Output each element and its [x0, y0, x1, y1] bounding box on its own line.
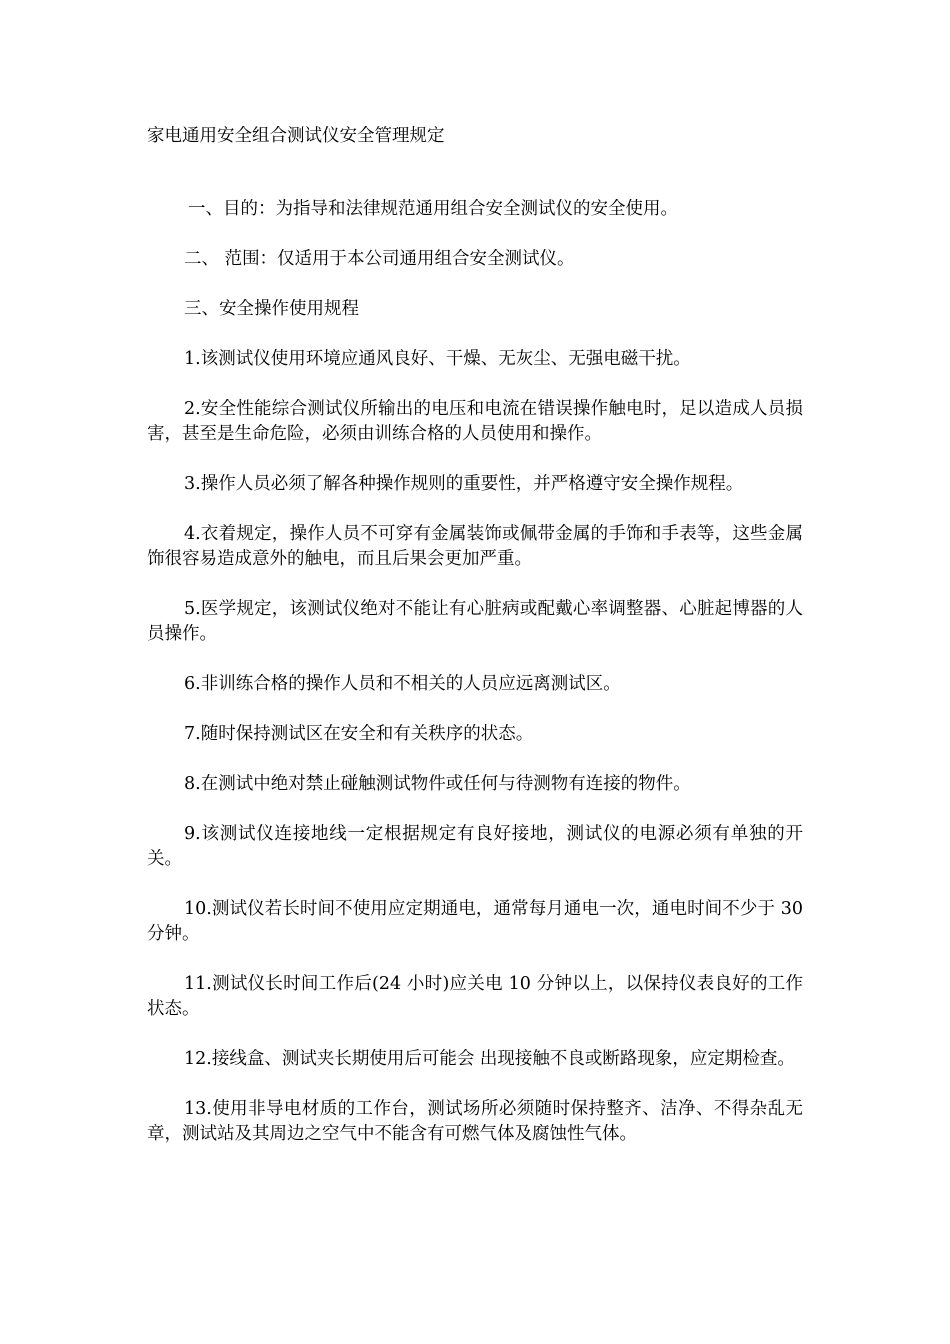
paragraph-rule-7: 7.随时保持测试区在安全和有关秩序的状态。	[184, 724, 534, 744]
paragraph-scope: 二、 范围：仅适用于本公司通用组合安全测试仪。	[184, 249, 575, 269]
paragraph-rule-6: 6.非训练合格的操作人员和不相关的人员应远离测试区。	[184, 674, 621, 694]
paragraph-rule-3: 3.操作人员必须了解各种操作规则的重要性，并严格遵守安全操作规程。	[184, 474, 744, 494]
paragraph-rule-8: 8.在测试中绝对禁止碰触测试物件或任何与待测物有连接的物件。	[184, 774, 691, 794]
paragraph-purpose: 一、目的：为指导和法律规范通用组合安全测试仪的安全使用。	[188, 199, 678, 219]
paragraph-rule-11: 11.测试仪长时间工作后(24 小时)应关电 10 分钟以上，以保持仪表良好的工作状态。	[147, 974, 803, 1019]
paragraph-rule-1: 1.该测试仪使用环境应通风良好、干燥、无灰尘、无强电磁干扰。	[184, 349, 691, 369]
paragraph-rule-2: 2.安全性能综合测试仪所输出的电压和电流在错误操作触电时，足以造成人员损害，甚至是生命危险，必须由训练合格的人员使用和操作。	[147, 399, 803, 444]
paragraph-procedure-heading: 三、安全操作使用规程	[184, 299, 359, 319]
document-title: 家电通用安全组合测试仪安全管理规定	[147, 126, 445, 146]
document-body	[147, 124, 803, 1172]
paragraph-rule-5: 5.医学规定，该测试仪绝对不能让有心脏病或配戴心率调整器、心脏起博器的人员操作。	[147, 599, 803, 644]
paragraph-rule-10: 10.测试仪若长时间不使用应定期通电，通常每月通电一次，通电时间不少于 30 分钟。	[147, 899, 803, 944]
paragraph-rule-13: 13.使用非导电材质的工作台，测试场所必须随时保持整齐、洁净、不得杂乱无章，测试站及其周边之空气中不能含有可燃气体及腐蚀性气体。	[147, 1099, 803, 1144]
paragraph-rule-12: 12.接线盒、测试夹长期使用后可能会 出现接触不良或断路现象，应定期检查。	[184, 1049, 795, 1069]
paragraph-rule-9: 9.该测试仪连接地线一定根据规定有良好接地，测试仪的电源必须有单独的开关。	[147, 824, 803, 869]
paragraph-rule-4: 4.衣着规定，操作人员不可穿有金属装饰或佩带金属的手饰和手表等，这些金属饰很容易造成意外的触电，而且后果会更加严重。	[147, 524, 803, 569]
